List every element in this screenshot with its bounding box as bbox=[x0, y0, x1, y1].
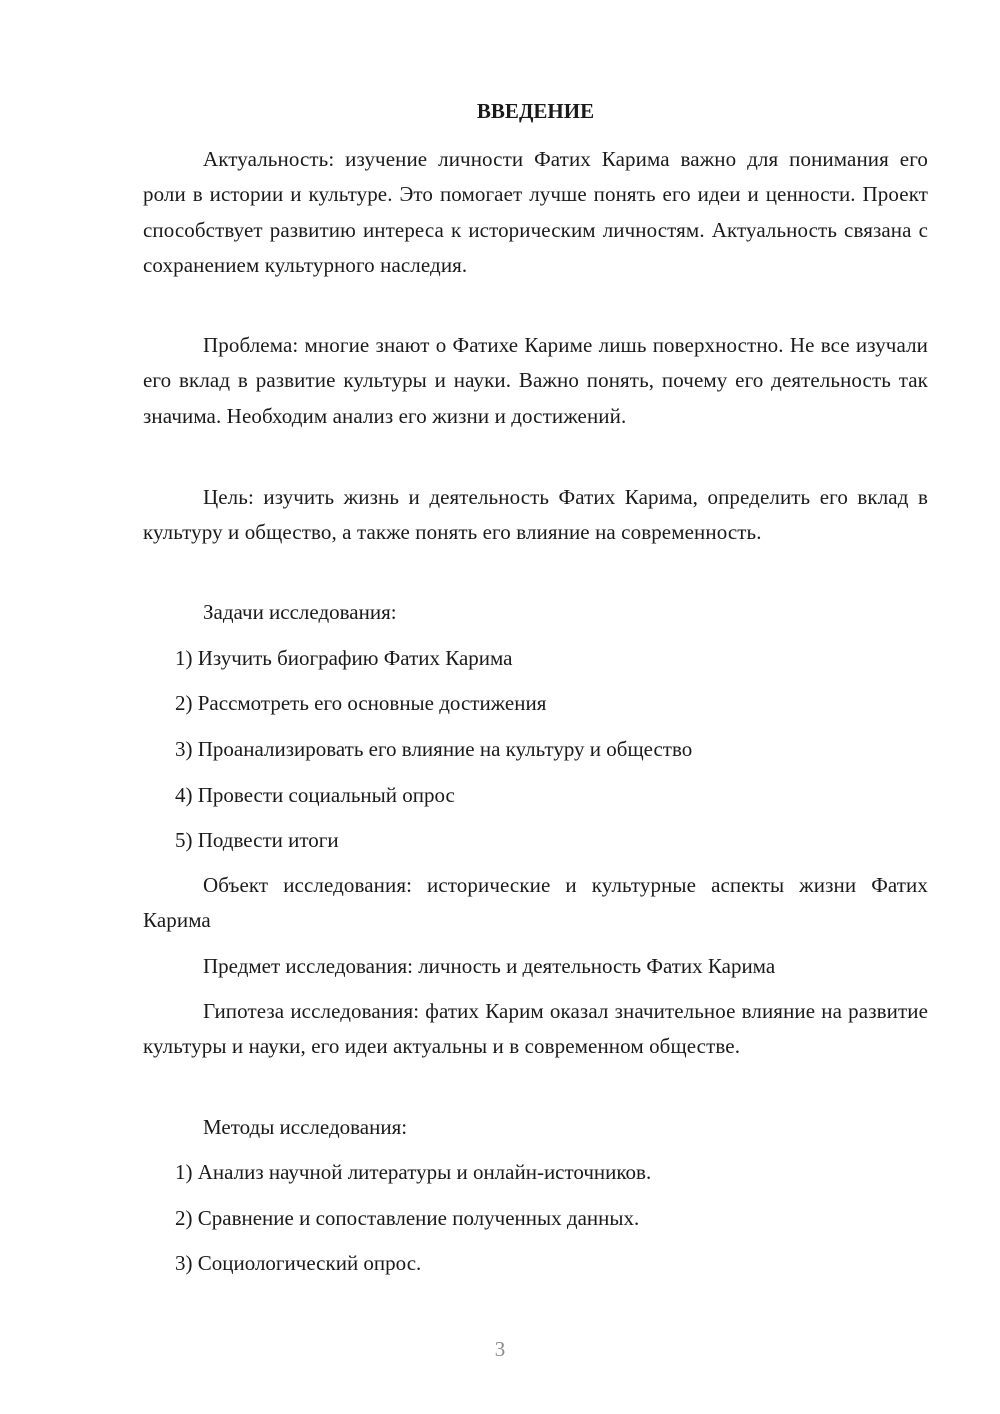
hypothesis-paragraph: Гипотеза исследования: фатих Карим оказал значительное влияние на развитие культуры и науки, его идеи актуальны и в современном обществе. bbox=[143, 999, 928, 1059]
object-paragraph: Объект исследования: исторические и культурные аспекты жизни Фатих Карима bbox=[143, 873, 928, 933]
method-item-2: 2) Сравнение и сопоставление полученных данных. bbox=[175, 1206, 640, 1230]
method-item-3: 3) Социологический опрос. bbox=[175, 1251, 422, 1275]
relevance-paragraph: Актуальность: изучение личности Фатих Карима важно для понимания его роли в истории и культуре. Это помогает лучше понять его идеи и ценности. Проект способствует развитию интереса к историческим личностям. Актуальность связана с сохранением культурного наследия. bbox=[143, 147, 928, 277]
task-item-5: 5) Подвести итоги bbox=[175, 828, 339, 852]
problem-paragraph: Проблема: многие знают о Фатихе Кариме лишь поверхностно. Не все изучали его вклад в развитие культуры и науки. Важно понять, почему его деятельность так значима. Необходим анализ его жизни и достижений. bbox=[143, 333, 928, 428]
task-item-4: 4) Провести социальный опрос bbox=[175, 783, 455, 807]
task-item-1: 1) Изучить биографию Фатих Карима bbox=[175, 646, 513, 670]
task-item-2: 2) Рассмотреть его основные достижения bbox=[175, 691, 547, 715]
page-title: ВВЕДЕНИЕ bbox=[476, 99, 595, 123]
page-number: 3 bbox=[494, 1337, 506, 1361]
subject-paragraph: Предмет исследования: личность и деятельность Фатих Карима bbox=[203, 954, 776, 978]
methods-heading: Методы исследования: bbox=[203, 1115, 408, 1139]
task-item-3: 3) Проанализировать его влияние на культуру и общество bbox=[175, 737, 693, 761]
tasks-heading: Задачи исследования: bbox=[203, 600, 397, 624]
method-item-1: 1) Анализ научной литературы и онлайн-источников. bbox=[175, 1160, 652, 1184]
goal-paragraph: Цель: изучить жизнь и деятельность Фатих Карима, определить его вклад в культуру и общество, а также понять его влияние на современность. bbox=[143, 485, 928, 545]
